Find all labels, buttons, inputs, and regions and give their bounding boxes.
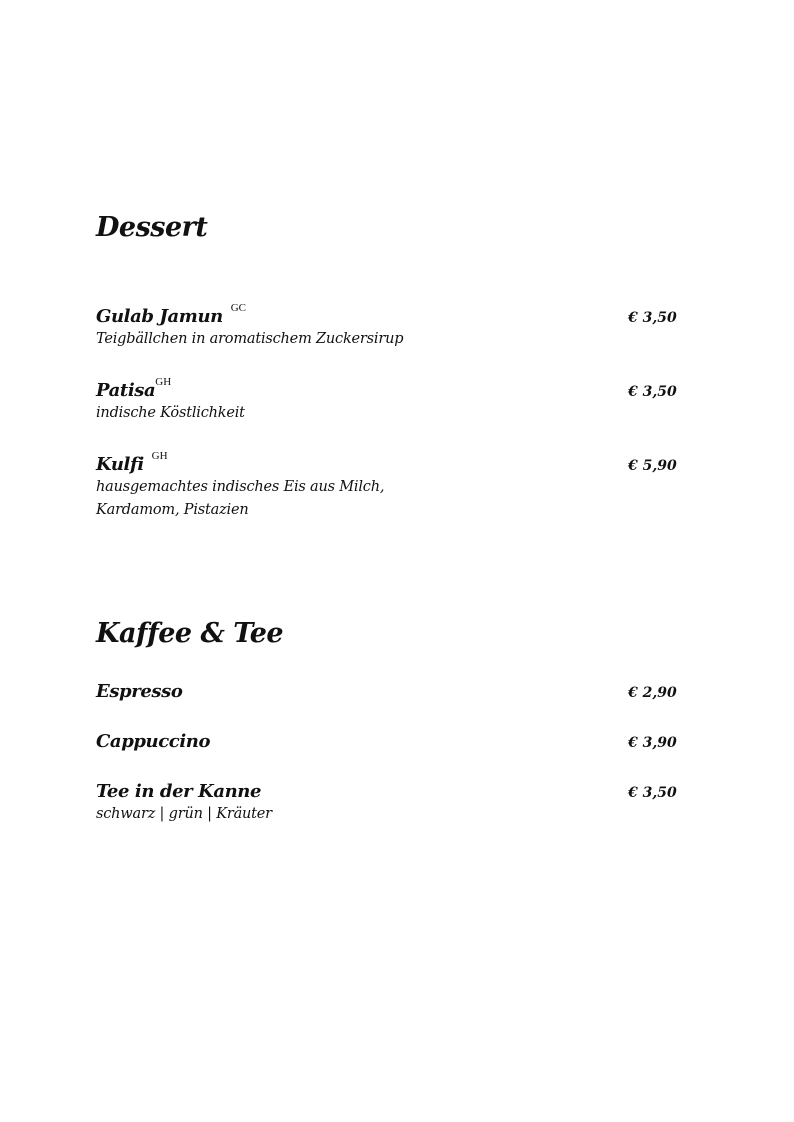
allergen-code: GH bbox=[155, 376, 172, 388]
item-price: € 5,90 bbox=[628, 458, 677, 474]
item-price: € 2,90 bbox=[628, 685, 677, 701]
menu-item-espresso bbox=[96, 680, 680, 704]
menu-item-patisa bbox=[96, 376, 680, 425]
allergen-code: GC bbox=[230, 302, 246, 314]
menu-item-cappuccino bbox=[96, 730, 680, 754]
item-name: Patisa$^{GH}$ bbox=[96, 376, 172, 401]
item-name: Tee in der Kanne bbox=[96, 781, 262, 802]
menu-item-gulab-jamun bbox=[96, 302, 680, 351]
menu-item-kulfi bbox=[96, 450, 680, 522]
item-price: € 3,50 bbox=[628, 310, 677, 326]
item-description: hausgemachtes indisches Eis aus Milch, Kardamom, Pistazien bbox=[96, 479, 385, 518]
item-name: Gulab Jamun $^{GC}$ bbox=[96, 302, 246, 327]
section-title-kaffee-tee: Kaffee & Tee bbox=[96, 618, 284, 649]
item-name: Kulfi $^{GH}$ bbox=[96, 450, 168, 475]
item-description: indische Köstlichkeit bbox=[96, 405, 245, 421]
item-price: € 3,50 bbox=[628, 384, 677, 400]
item-price: € 3,50 bbox=[628, 785, 677, 801]
allergen-code: GH bbox=[151, 450, 168, 462]
section-title-dessert: Dessert bbox=[96, 212, 208, 243]
item-description: schwarz | grün | Kräuter bbox=[96, 806, 272, 822]
item-name: Espresso bbox=[96, 681, 183, 702]
item-description: Teigbällchen in aromatischem Zuckersirup bbox=[96, 331, 404, 347]
menu-item-tee-in-der-kanne bbox=[96, 780, 680, 826]
item-name: Cappuccino bbox=[96, 731, 211, 752]
item-price: € 3,90 bbox=[628, 735, 677, 751]
